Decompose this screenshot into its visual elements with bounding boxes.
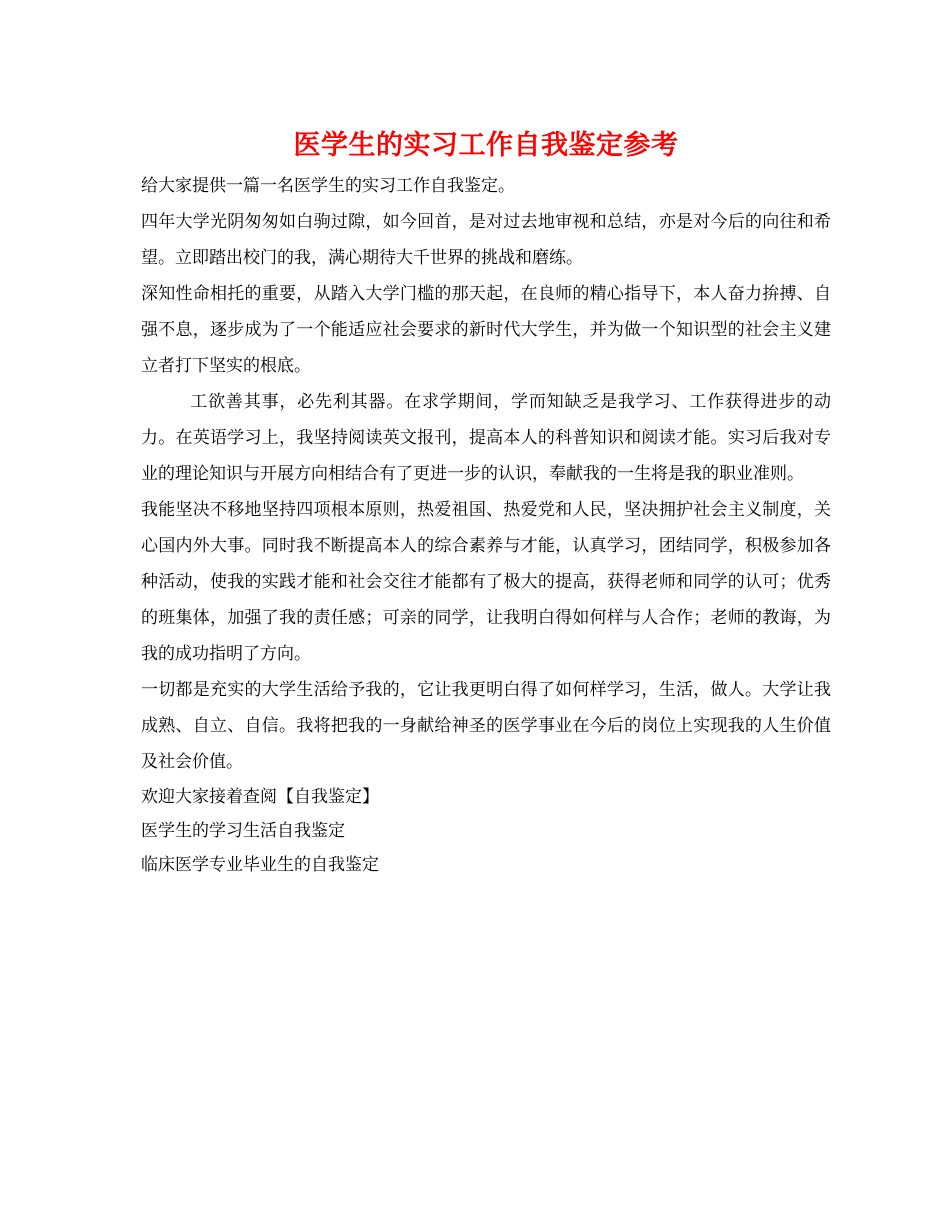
paragraph-responsibility: 深知性命相托的重要，从踏入大学门槛的那天起，在良师的精心指导下，本人奋力拚搏、自强不息，逐步成为了一个能适应社会要求的新时代大学生，并为做一个知识型的社会主义建立者打下坚实的根底。 — [141, 284, 831, 376]
paragraph-study: 工欲善其事，必先利其器。在求学期间，学而知缺乏是我学习、工作获得进步的动力。在英语学习上，我坚持阅读英文报刊，提高本人的科普知识和阅读才能。实习后我对专业的理论知识与开展方向相结合有了更进一步的认识，奉献我的一生将是我的职业准则。 — [141, 392, 831, 484]
related-link-clinical-graduate[interactable]: 临床医学专业毕业生的自我鉴定 — [141, 855, 379, 875]
paragraph-conclusion: 一切都是充实的大学生活给予我的，它让我更明白得了如何样学习，生活，做人。大学让我成熟、自立、自信。我将把我的一身献给神圣的医学事业在今后的岗位上实现我的人生价值及社会价值。 — [141, 680, 831, 772]
related-link-more[interactable]: 欢迎大家接着查阅【自我鉴定】 — [141, 787, 379, 807]
paragraph-principles: 我能坚决不移地坚持四项根本原则，热爱祖国、热爱党和人民，坚决拥护社会主义制度，关心国内外大事。同时我不断提高本人的综合素养与才能，认真学习，团结同学，积极参加各种活动，使我的实践才能和社会交往才能都有了极大的提高，获得老师和同学的认可；优秀的班集体，加强了我的责任感；可亲的同学，让我明白得如何样与人合作；老师的教诲，为我的成功指明了方向。 — [141, 500, 831, 664]
document-title: 医学生的实习工作自我鉴定参考 — [293, 130, 679, 161]
document-page — [141, 126, 831, 882]
related-link-study-life[interactable]: 医学生的学习生活自我鉴定 — [141, 821, 345, 841]
intro-paragraph: 给大家提供一篇一名医学生的实习工作自我鉴定。 — [141, 176, 515, 196]
paragraph-university-years: 四年大学光阴匆匆如白驹过隙，如今回首，是对过去地审视和总结，亦是对今后的向往和希望。立即踏出校门的我，满心期待大千世界的挑战和磨练。 — [141, 212, 831, 268]
